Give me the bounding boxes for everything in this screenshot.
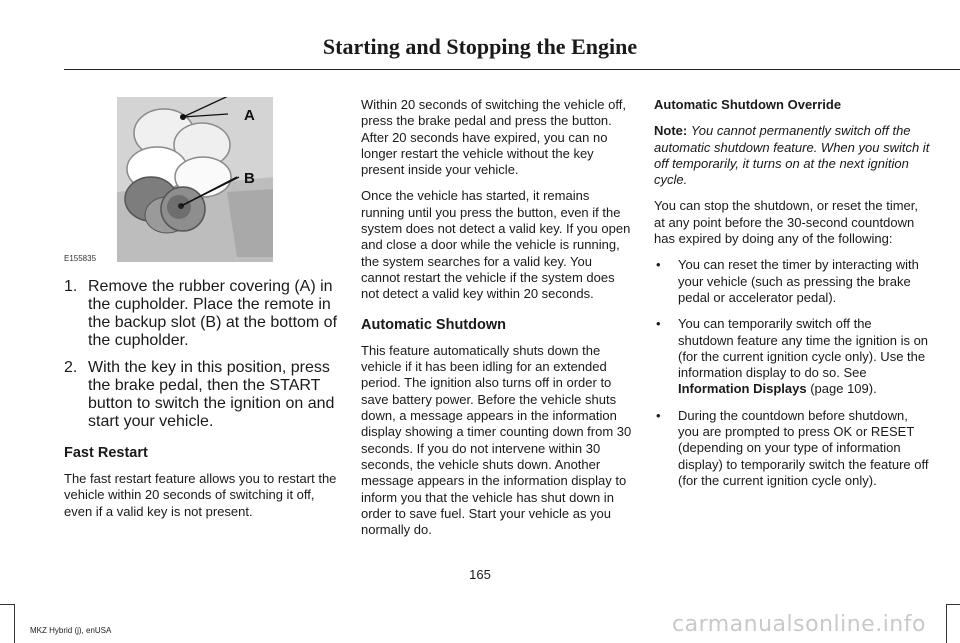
callout-a: A [244, 107, 255, 124]
page-reference: (page 109). [810, 381, 877, 397]
automatic-shutdown-heading: Automatic Shutdown [361, 316, 506, 333]
override-heading: Automatic Shutdown Override [654, 97, 842, 112]
crop-mark [0, 604, 14, 605]
crop-mark [946, 604, 947, 643]
note-text: You cannot permanently switch off the automatic shutdown feature. When you switch it off temporarily, it turns on at the next ignition cycle. [654, 123, 930, 188]
step-text: Remove the rubber covering (A) in the cupholder. Place the remote in the backup slot (B) at the bottom of the cupholder. [88, 278, 338, 349]
bullet-text: During the countdown before shutdown, you are prompted to press OK or RESET (depending on your type of information display) to temporarily switch the feature off (for the current ignition cycle only). [678, 407, 929, 488]
column-two [361, 97, 633, 548]
note-paragraph [654, 123, 930, 188]
callout-b: B [244, 170, 255, 187]
fast-restart-text: The fast restart feature allows you to restart the vehicle within 20 seconds of switching it off, even if a valid key is not present. [64, 471, 337, 519]
edition-label: MKZ Hybrid (j), enUSA [30, 626, 112, 635]
page-title: Starting and Stopping the Engine [322, 34, 638, 59]
watermark: carmanualsonline.info [672, 612, 926, 637]
list-item [654, 408, 930, 489]
page-number: 165 [469, 567, 491, 582]
list-item [654, 257, 930, 306]
step-number: 2. [64, 359, 78, 376]
bullet-text: You can temporarily switch off the shutdown feature any time the ignition is on (for the current ignition cycle only). Use the information display to do so. See [678, 316, 929, 381]
fast-restart-heading: Fast Restart [64, 445, 148, 461]
paragraph: Once the vehicle has started, it remains running until you press the button, even if the system does not detect a valid key. If you open and close a door while the vehicle is running, the system searches for a valid key. You cannot restart the vehicle if the system does not detect a valid key within 20 seconds. [361, 188, 631, 302]
list-item [64, 359, 340, 431]
bullet: • [656, 316, 661, 332]
steps-list [64, 278, 340, 520]
crop-mark [14, 604, 15, 643]
step-number: 1. [64, 278, 78, 295]
figure-label: E155835 [64, 254, 97, 263]
step-text: With the key in this position, press the brake pedal, then the START button to switch the ignition on and start your vehicle. [88, 359, 335, 430]
list-item [654, 316, 930, 397]
information-displays-link[interactable]: Information Displays [678, 381, 807, 397]
crop-mark [946, 604, 960, 605]
paragraph: This feature automatically shuts down the vehicle if it has been idling for an extended period. The ignition also turns off in order to save battery power. Before the vehicle shuts down, a message appears in the information display showing a timer counting down from 30 seconds. If you do not intervene within 30 seconds, the vehicle shuts down. Another message appears in the information display to inform you that the vehicle has shut down in order to save fuel. Start your vehicle as you normally do. [361, 342, 632, 538]
bullet: • [656, 407, 661, 423]
bullet-text: You can reset the timer by interacting with your vehicle (such as pressing the brake pedal or accelerator pedal). [678, 257, 919, 305]
list-item [64, 278, 340, 350]
paragraph: Within 20 seconds of switching the vehicle off, press the brake pedal and press the button. After 20 seconds have expired, you can no longer restart the vehicle without the key present inside your vehicle. [361, 97, 626, 178]
bullet: • [656, 257, 661, 273]
paragraph: You can stop the shutdown, or reset the timer, at any point before the 30-second countdown has expired by doing any of the following: [654, 198, 919, 247]
column-three [654, 97, 930, 499]
note-label: Note: [654, 123, 688, 139]
